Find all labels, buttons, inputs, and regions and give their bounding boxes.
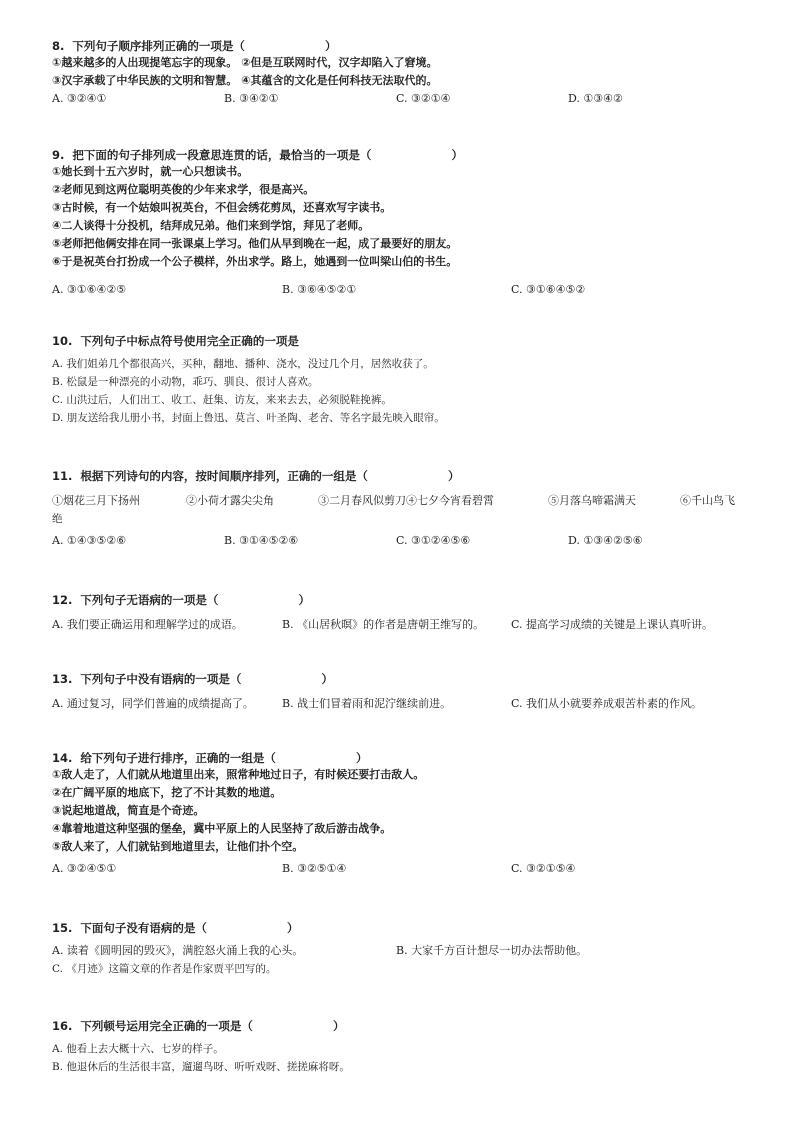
sentence-line: ①越来越多的人出现提笔忘字的现象。 ②但是互联网时代，汉字却陷入了窘境。 <box>52 56 438 69</box>
sentence-line: ⑥于是祝英台打扮成一个公子模样，外出求学。路上，她遇到一位叫梁山伯的书生。 <box>52 255 458 268</box>
option-a[interactable]: A. 他看上去大概十六、七岁的样子。 <box>52 1043 224 1055</box>
options-row <box>52 860 752 878</box>
poem-item: ②小荷才露尖尖角 <box>186 494 274 507</box>
sentence-line: ⑤老师把他俩安排在同一张课桌上学习。他们从早到晚在一起，成了最要好的朋友。 <box>52 237 458 250</box>
option-b[interactable]: B. ③④②① <box>224 92 279 105</box>
options-row <box>52 942 752 960</box>
option-c[interactable]: C. ③①②④⑤⑥ <box>396 534 471 547</box>
poem-tail: 绝 <box>52 513 63 525</box>
question-stem: 11. 根据下列诗句的内容，按时间顺序排列，正确的一组是（ ） <box>52 469 460 483</box>
option-b[interactable]: B. 松鼠是一种漂亮的小动物，乖巧、驯良、很讨人喜欢。 <box>52 376 319 388</box>
question-10 <box>52 333 752 427</box>
question-stem: 16. 下列顿号运用完全正确的一项是（ ） <box>52 1019 345 1033</box>
poem-item: ①烟花三月下扬州 <box>52 494 140 507</box>
option-d[interactable]: D. 朋友送给我儿册小书，封面上鲁迅、莫言、叶圣陶、老舍、等名字最先映入眼帘。 <box>52 412 445 424</box>
option-a[interactable]: A. 我们姐弟几个都很高兴，买种，翻地、播种、浇水，没过几个月，居然收获了。 <box>52 358 434 370</box>
sentence-line: ②在广阔平原的地底下，挖了不计其数的地道。 <box>52 786 282 799</box>
option-a[interactable]: A. ①④③⑤②⑥ <box>52 534 127 547</box>
option-c[interactable]: C. 提高学习成绩的关键是上课认真听讲。 <box>511 618 714 631</box>
sentence-line: ④靠着地道这种坚强的堡垒，冀中平原上的人民坚持了敌后游击战争。 <box>52 822 392 835</box>
question-stem: 8. 下列句子顺序排列正确的一项是（ ） <box>52 39 337 53</box>
sentence-line: ③古时候，有一个姑娘叫祝英台，不但会绣花剪凤，还喜欢写字读书。 <box>52 201 392 214</box>
option-d[interactable]: D. ①③④② <box>568 92 623 105</box>
question-stem: 15. 下面句子没有语病的是（ ） <box>52 921 299 935</box>
sentence-line: ③汉字承载了中华民族的文明和智慧。 ④其蕴含的文化是任何科技无法取代的。 <box>52 74 438 87</box>
option-c[interactable]: C. ③②①⑤④ <box>511 862 576 875</box>
sentence-line: ①她长到十五六岁时，就一心只想读书。 <box>52 165 249 178</box>
option-c[interactable]: C. 《月迹》这篇文章的作者是作家贾平凹写的。 <box>52 963 277 975</box>
option-a[interactable]: A. 通过复习，同学们普遍的成绩提高了。 <box>52 697 254 710</box>
options-row <box>52 616 752 634</box>
question-stem: 9. 把下面的句子排列成一段意思连贯的话，最恰当的一项是（ ） <box>52 148 463 162</box>
poem-item: ③二月春风似剪刀④七夕今宵看碧霄 <box>318 494 494 507</box>
sentence-line: ③说起地道战，简直是个奇迹。 <box>52 804 205 817</box>
sentence-line: ②老师见到这两位聪明英俊的少年来求学，很是高兴。 <box>52 183 315 196</box>
poem-item: ⑤月落乌啼霜满天 <box>548 494 636 507</box>
option-b[interactable]: B. 《山居秋暝》的作者是唐朝王维写的。 <box>282 618 485 631</box>
option-c[interactable]: C. ③②①④ <box>396 92 451 105</box>
sentence-line: ⑤敌人来了，人们就钻到地道里去，让他们扑个空。 <box>52 840 304 853</box>
question-stem: 14. 给下列句子进行排序，正确的一组是（ ） <box>52 751 368 765</box>
question-16 <box>52 1018 752 1076</box>
option-b[interactable]: B. 战士们冒着雨和泥泞继续前进。 <box>282 697 452 710</box>
option-a[interactable]: A. ③②④① <box>52 92 107 105</box>
question-stem: 12. 下列句子无语病的一项是（ ） <box>52 593 310 607</box>
option-a[interactable]: A. 读着《圆明园的毁灭》，满腔怒火涌上我的心头。 <box>52 944 304 957</box>
option-b[interactable]: B. ③⑥④⑤②① <box>282 283 357 296</box>
question-15 <box>52 920 752 978</box>
option-b[interactable]: B. ③①④⑤②⑥ <box>224 534 299 547</box>
question-13 <box>52 671 752 713</box>
option-d[interactable]: D. ①③④②⑤⑥ <box>568 534 643 547</box>
options-row <box>52 695 752 713</box>
options-row <box>52 281 752 299</box>
option-a[interactable]: A. 我们要正确运用和理解学过的成语。 <box>52 618 243 631</box>
option-b[interactable]: B. 大家千方百计想尽一切办法帮助他。 <box>396 944 588 957</box>
question-12 <box>52 592 752 634</box>
option-a[interactable]: A. ③①⑥④②⑤ <box>52 283 127 296</box>
option-b[interactable]: B. 他退休后的生活很丰富，遛遛鸟呀、听听戏呀、搓搓麻将呀。 <box>52 1061 350 1073</box>
question-14 <box>52 750 752 878</box>
question-8 <box>52 38 752 108</box>
options-row <box>52 90 752 108</box>
sentence-line: ④二人谈得十分投机，结拜成兄弟。他们来到学馆，拜见了老师。 <box>52 219 370 232</box>
question-11 <box>52 468 752 550</box>
question-stem: 10. 下列句子中标点符号使用完全正确的一项是 <box>52 334 299 348</box>
poem-row <box>52 492 752 510</box>
poem-item: ⑥千山鸟飞 <box>680 494 735 507</box>
sentence-line: ①敌人走了，人们就从地道里出来，照常种地过日子，有时候还要打击敌人。 <box>52 768 425 781</box>
option-b[interactable]: B. ③②⑤①④ <box>282 862 347 875</box>
options-row <box>52 532 752 550</box>
question-stem: 13. 下列句子中没有语病的一项是（ ） <box>52 672 333 686</box>
option-c[interactable]: C. 我们从小就要养成艰苦朴素的作风。 <box>511 697 703 710</box>
question-9 <box>52 147 752 299</box>
option-c[interactable]: C. 山洪过后，人们出工、收工、赶集、访友，来来去去，必须脱鞋挽裤。 <box>52 394 392 406</box>
option-a[interactable]: A. ③②④⑤① <box>52 862 117 875</box>
option-c[interactable]: C. ③①⑥④⑤② <box>511 283 586 296</box>
